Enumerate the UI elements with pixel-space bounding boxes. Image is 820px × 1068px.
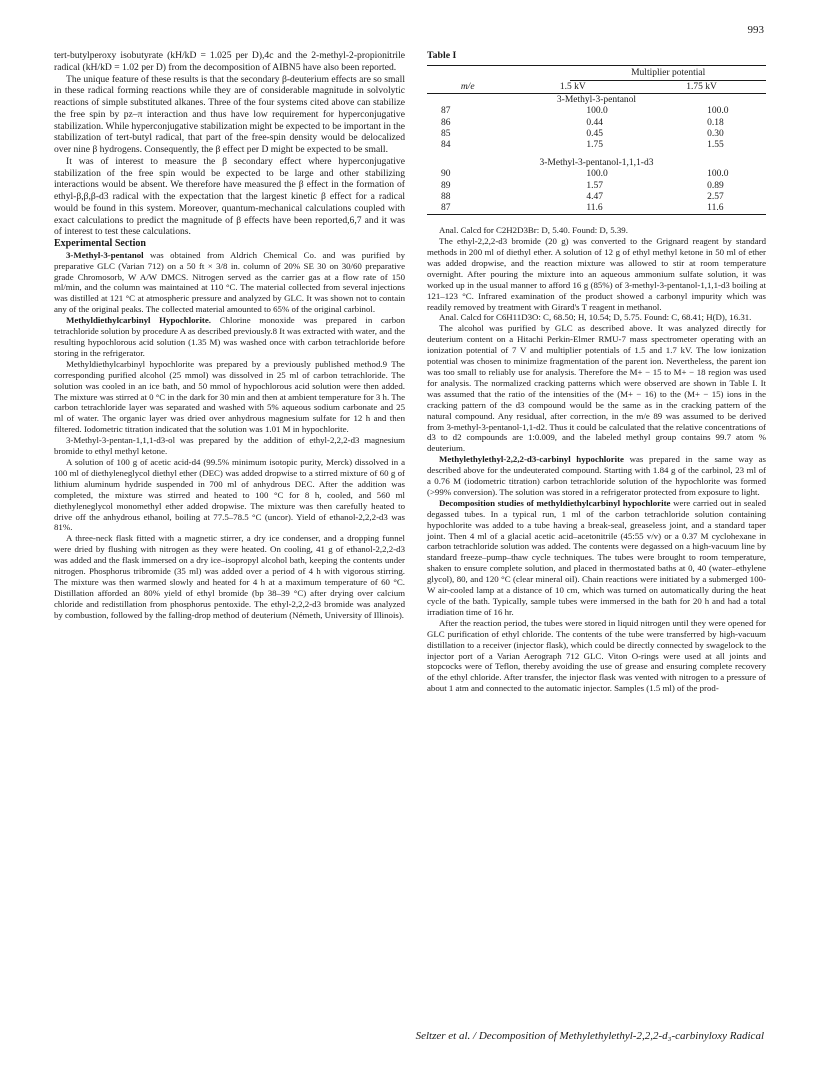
- cell-v1: 1.57: [586, 180, 603, 191]
- cell-v1: 4.47: [586, 191, 603, 202]
- paragraph: tert-butylperoxy isobutyrate (kH/kD = 1.025 per D),4c and the 2-methyl-2-propionitrile radical (kH/kD = 1.02 per D) from the decomposition of AIBN5 have also been reported.: [54, 50, 405, 73]
- paragraph: A solution of 100 g of acetic acid-d4 (99.5% minimum isotopic purity, Merck) dissolved in a 100 ml of diethyleneglycol diethyl ether (DEC) was added dropwise to a stirred mixture of 60 g of lithium aluminum hydride suspended in 700 ml of anhydrous DEC. After the addition was completed, the mixture was stirred and heated to 100 °C for 8 h, cooled, and 560 ml diethyleneglycol monomethyl ether added dropwise. The mixture was then carefully heated to drive off the anhydrous ethanol, boiling at 77.5–78.5 °C (uncor). Yield of ethanol-2,2,2-d3 was 81%.: [54, 456, 405, 533]
- right-column: [427, 50, 766, 694]
- cell-v2: 2.57: [707, 191, 724, 202]
- cell-me: 90: [441, 169, 451, 180]
- table-group-header: [508, 65, 766, 82]
- paragraph: The unique feature of these results is that the secondary β-deuterium effects are so small in these radical forming reactions while they are of considerable magnitude in solvolytic reactions of simple substituted alkanes. Three of the four systems cited above can stabilize the free spin by pz–π interaction and thus have low requirement for hyperconjugative stabilization. While hyperconjugative stabilization might be expected to be important in the stabilization of tert-butyl radical, that part of the free-spin density would be delocalized over nine β hydrogens. Consequently, the β effect per D might be expected to be small.: [54, 73, 405, 155]
- cell-v2: 0.18: [707, 117, 724, 128]
- paragraph-body: were carried out in sealed degassed tubes. In a typical run, 1 ml of the carbon tetrachloride solution containing hypochlorite was added to a tube having a break-seal, greaseless joint, and a standard taper joint. Then 4 ml of a glacial acetic acid–acetonitrile (45:55 v/v) or a 0.37 M cyclohexane in carbon tetrachloride solution was added. The contents were degassed on a high-vacuum line by standard freeze–pump–thaw cycle techniques. The tubes were brought to room temperature, shaken to ensure complete solution, and placed in thermostated baths at 0, 40 (water–ethylene glycol), 80, and 120 °C (clear mineral oil). Chain reactions were initiated by a submerged 100-W air-cooled lamp at a distance of 10 cm, which was turned on automatically during the heat cycle of the bath. Typically, sample tubes were immersed in the bath for 20 h and had a total irradiation time of 16 hr.: [427, 497, 767, 617]
- paragraph: [427, 498, 766, 618]
- paragraph-runin-heading: Methyldiethylcarbinyl Hypochlorite.: [66, 315, 212, 326]
- column-header-me: m/e: [427, 82, 508, 94]
- section-heading: Experimental Section: [54, 238, 146, 249]
- table-row: [427, 118, 766, 129]
- paragraph-runin-heading: Decomposition studies of methyldiethylcarbinyl hypochlorite: [439, 497, 671, 508]
- paragraph: Methyldiethylcarbinyl hypochlorite was prepared by a previously published method.9 The corresponding purified alcohol (25 mmol) was dissolved in 25 ml of carbon tetrachloride. The solution was cooled in an ice bath, and 50 mmol of hypochlorous acid solution were then added. The mixture was stirred at 0 °C in the dark for 30 min and then at ambient temperature for 3 h. The carbon tetrachloride layer was separated and washed with 5% aqueous sodium carbonate and 25 ml of water. The organic layer was dried over anhydrous magnesium sulfate for 12 h and then filtered. Iodometric titration indicated that the solution was 1.01 M in hypochlorite.: [54, 358, 405, 435]
- paragraph: The alcohol was purified by GLC as described above. It was analyzed directly for deuterium content on a Hitachi Perkin-Elmer RMU-7 mass spectrometer operating with an ionization potential of 7 V and multiplier potentials of 1.5 and 1.7 kV. The low ionization potential was chosen to minimize fragmentation of the parent ion. Nevertheless, the parent ion was too small to reliably use for analysis. Therefore the M+ − 15 to M+ − 18 region was used for analysis. The normalized cracking patterns which were observed are shown in Table I. It was assumed that the ratio of the intensities of the (M+ − 16) to the (M+ − 15) ions in the cracking pattern of the d3 compound would be the same as in the cracking pattern of the natural compound. Any residual, after correction, in the m/e 89 was assumed to be derived from 3-methyl-3-pentanol-1,1-d2. Thus it could be calculated that the relative concentrations of d3 to d2 compounds are 1:0.009, and the labeled methyl group contains 99.7 atom % deuterium.: [427, 323, 766, 454]
- paragraph: A three-neck flask fitted with a magnetic stirrer, a dry ice condenser, and a dropping funnel were dried by flushing with nitrogen as they were heated. On cooling, 41 g of ethanol-2,2,2-d3 was added and the flask immersed on a dry ice–isopropyl alcohol bath, keeping the contents under nitrogen. Phosphorus tribromide (35 ml) was added over a period of 4 h with vigorous stirring. The mixture was then warmed slowly and heated for 4 h at a maximum temperature of 60 °C. Distillation afforded an 80% yield of ethyl bromide (bp 38–39 °C) after drying over calcium chloride and redistillation from phosphorus pentoxide. The ethyl-2,2,2-d3 bromide was analyzed by combustion, followed by the falling-drop method of deuterium (Németh, University of Illinois).: [54, 533, 405, 620]
- mass-spec-table: [427, 65, 766, 215]
- left-column: [54, 50, 405, 621]
- paragraph: [427, 454, 766, 498]
- paragraph: The ethyl-2,2,2-d3 bromide (20 g) was converted to the Grignard reagent by standard methods in 200 ml of diethyl ether. A solution of 12 g of ethyl methyl ketone in 50 ml of ether was added dropwise, and the reaction mixture was allowed to stir at room temperature overnight. After pouring the mixture into an aqueous ammonium sulfate solution, it was worked up in the usual manner to afford 16 g (85%) of 3-methyl-3-pentanol-1,1,1-d3 boiling at 121–123 °C. Infrared examination of the product showed a carbonyl impurity which was readily removed by treatment with Girard's T reagent in methanol.: [427, 236, 766, 312]
- cell-v2: 0.89: [707, 180, 724, 191]
- cell-v2: 100.0: [707, 169, 729, 180]
- cell-me: 84: [441, 139, 451, 150]
- cell-v2: 1.55: [707, 139, 724, 150]
- paragraph: After the reaction period, the tubes were stored in liquid nitrogen until they were opened for GLC purification of ethyl chloride. The contents of the tube were transferred by high-vacuum distillation to a receiver (injector flask), which could be directly connected by swagelock to the injector port of a Varian Aerograph 712 GLC. Viton O-rings were used at all joints and stopcocks were of Teflon, thereby avoiding the use of grease and ensuring complete recovery of the ethyl chloride. After transfer, the injector flask was vented with nitrogen to a pressure of about 1 atm and connected to the automatic injector. Samples (1.5 ml) of the prod-: [427, 617, 766, 694]
- column-header-v2: 1.75 kV: [637, 82, 766, 94]
- multiplier-potential-label: Multiplier potential: [570, 68, 766, 81]
- table-header-blank: [427, 65, 508, 82]
- table-title: Table I: [427, 50, 457, 61]
- paragraph: Anal. Calcd for C2H2D3Br: D, 5.40. Found: D, 5.39.: [439, 225, 628, 236]
- cell-v1: 0.45: [586, 128, 603, 139]
- cell-v2: 100.0: [707, 106, 729, 117]
- paragraph: Anal. Calcd for C6H11D3O: C, 68.50; H, 10.54; D, 5.75. Found: C, 68.41; H(D), 16.31.: [439, 312, 752, 323]
- paragraph: [54, 250, 405, 315]
- right-text: [427, 225, 766, 694]
- table-row: [427, 129, 766, 140]
- cell-me: 88: [441, 191, 451, 202]
- cell-v1: 11.6: [508, 203, 637, 215]
- paragraph: [54, 315, 405, 359]
- cell-me: 89: [441, 180, 451, 191]
- table-section-name: 3-Methyl-3-pentanol: [556, 95, 637, 106]
- cell-me: 85: [441, 128, 451, 139]
- cell-v2: 0.30: [707, 128, 724, 139]
- paragraph-body: was prepared in the same way as described above for the undeuterated compound. Starting with 1.84 g of the carbinol, 23 ml of a 0.76 M (iodometric titration) carbon tetrachloride solution of the hypochlorite was formed (>99% conversion). The solution was stored in a refrigerator protected from exposure to light.: [427, 454, 766, 497]
- paragraph-body: Chlorine monoxide was prepared in carbon tetrachloride solution by procedure A as described previously.8 It was extracted with water, and the resulting hypochlorous acid solution (1.35 M) was washed once with carbon tetrachloride before storing in the refrigerator.: [54, 315, 405, 358]
- paragraph-runin-heading: 3-Methyl-3-pentanol: [66, 249, 144, 260]
- paragraph-runin-heading: Methylethylethyl-2,2,2-d3-carbinyl hypochlorite: [439, 454, 624, 465]
- cell-v1: 1.75: [586, 139, 603, 150]
- experimental-text: [54, 250, 405, 621]
- cell-me: 86: [441, 117, 451, 128]
- table-section-name: 3-Methyl-3-pentanol-1,1,1-d3: [539, 158, 654, 169]
- cell-v1: 100.0: [586, 106, 608, 117]
- paragraph: 3-Methyl-3-pentan-1,1,1-d3-ol was prepared by the addition of ethyl-2,2,2-d3 magnesium bromide to ethyl methyl ketone.: [54, 435, 405, 457]
- cell-v1: 0.44: [586, 117, 603, 128]
- table-row: [427, 169, 766, 180]
- paragraph: It was of interest to measure the β secondary effect where hyperconjugative stabilization of the free spin would be expected to be large and other stabilizing interactions would be absent. We therefore have measured the β effect in the formation of ethyl-β,β,β-d3 radical with the expectation that the largest kinetic β effect for a radical would be found in this system. Moreover, quantum-mechanical calculations coupled with exact calculations to predict the magnitude of β effects have been reported,6,7 and it was of interest to test these calculations.: [54, 155, 405, 238]
- cell-v2: 11.6: [637, 203, 766, 215]
- cell-me: 87: [441, 106, 451, 117]
- cell-v1: 100.0: [586, 169, 608, 180]
- running-footer: Seltzer et al. / Decomposition of Methylethylethyl-2,2,2-d₃-carbinyloxy Radical: [415, 1030, 764, 1042]
- page-number: 993: [747, 24, 764, 36]
- table-row: [427, 203, 766, 215]
- table-row: [427, 192, 766, 203]
- table-row: [427, 181, 766, 192]
- column-header-v1: 1.5 kV: [508, 82, 637, 94]
- cell-me: 87: [427, 203, 508, 215]
- paragraph-body: was obtained from Aldrich Chemical Co. and was purified by preparative GLC (Varian 712) on a 50 ft × 3/8 in. column of 20% SE 30 on 30/60 preparative grade Chromosorb, W A/W DMCS. Nitrogen served as the carrier gas at a flow rate of 150 ml/min, and the column was maintained at 110 °C. The material collected from several injections was distilled at 121 °C at atmospheric pressure and analyzed by GLC. It was shown not to contain any of the original peaks. The collected material amounted to 65% of the original carbinol.: [54, 249, 405, 315]
- table-row: [427, 106, 766, 117]
- table-row: [427, 140, 766, 151]
